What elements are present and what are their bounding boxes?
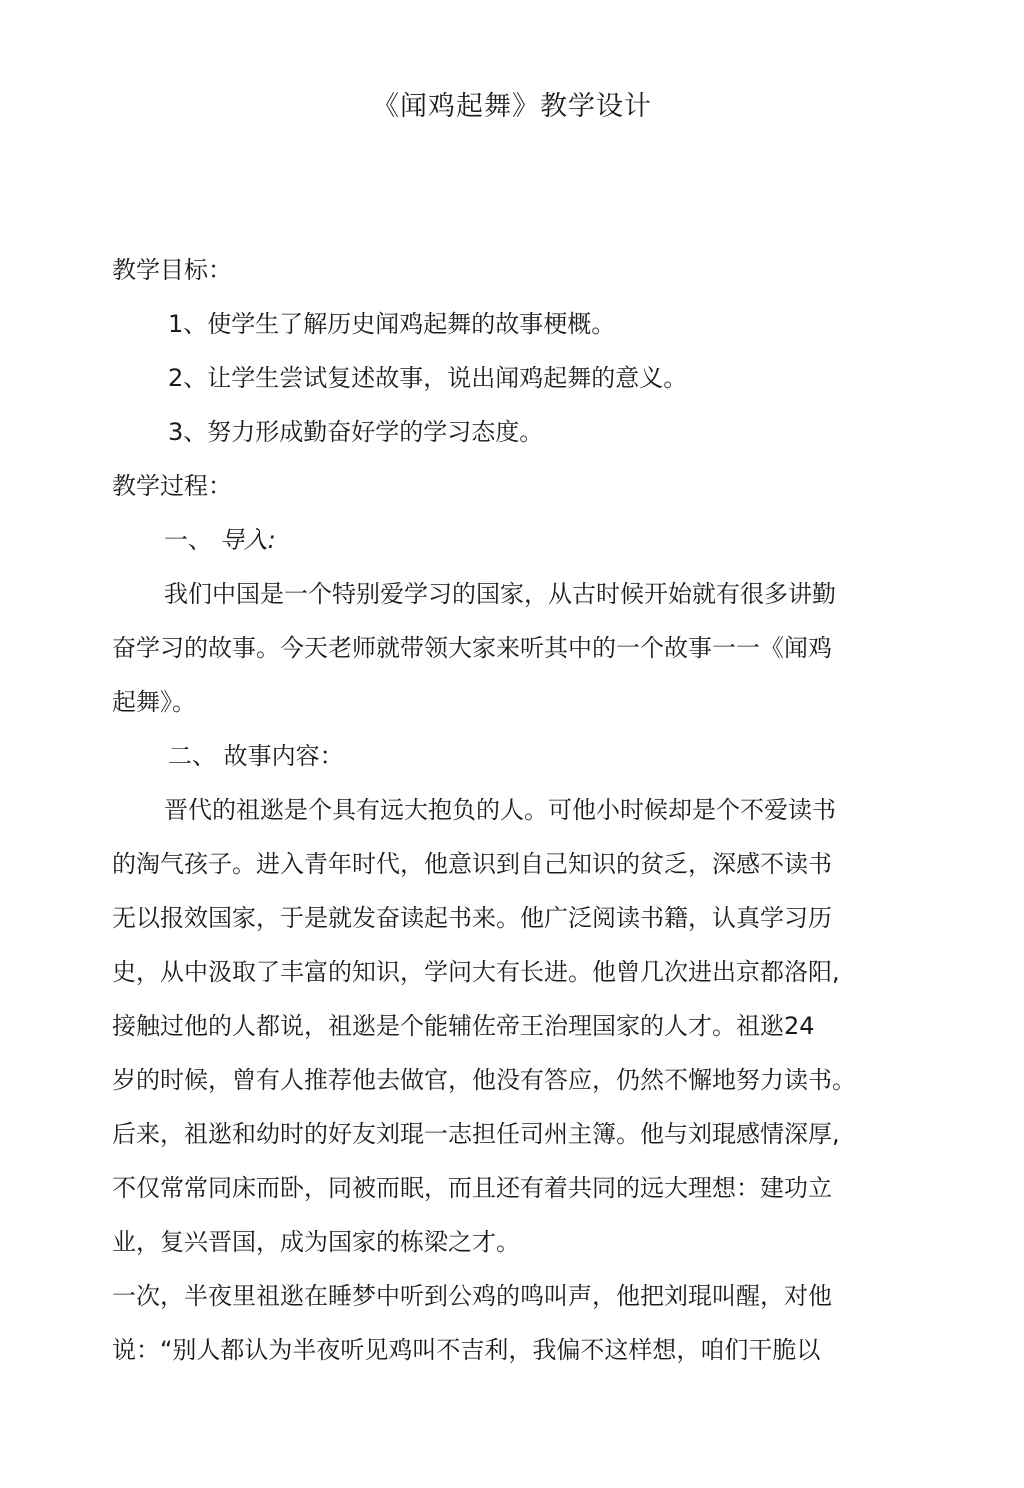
- story-line-1: 晋代的祖逖是个具有远大抱负的人。可他小时候却是个不爱读书: [164, 796, 836, 824]
- story-line-8: 不仅常常同床而卧，同被而眠，而且还有着共同的远大理想：建功立: [112, 1174, 832, 1202]
- story-line-2: 的淘气孩子。进入青年时代，他意识到自己知识的贫乏，深感不读书: [112, 850, 832, 878]
- story-line-5: 接触过他的人都说，祖逖是个能辅佐帝王治理国家的人才。祖逖24: [112, 1012, 815, 1040]
- document-title: 《闻鸡起舞》教学设计: [372, 91, 652, 122]
- story-line-11: 说：“别人都认为半夜听见鸡叫不吉利，我偏不这样想，咱们干脆以: [112, 1336, 821, 1364]
- story-line-6: 岁的时候，曾有人推荐他去做官，他没有答应，仍然不懈地努力读书。: [112, 1066, 856, 1094]
- story-line-7: 后来，祖逖和幼时的好友刘琨一志担任司州主簿。他与刘琨感情深厚,: [112, 1120, 840, 1148]
- goal-item-1: 1、使学生了解历史闻鸡起舞的故事梗概。: [168, 310, 616, 338]
- story-heading: 二、 故事内容：: [168, 742, 344, 770]
- intro-number: 一、: [164, 526, 212, 554]
- goal-item-3: 3、努力形成勤奋好学的学习态度。: [168, 418, 544, 446]
- process-heading: 教学过程：: [112, 472, 232, 500]
- intro-line-3: 起舞》。: [112, 688, 196, 716]
- story-line-9: 业，复兴晋国，成为国家的栋梁之才。: [112, 1228, 520, 1256]
- story-line-10: 一次，半夜里祖逖在睡梦中听到公鸡的鸣叫声，他把刘琨叫醒，对他: [112, 1282, 832, 1310]
- intro-heading: [164, 523, 276, 557]
- story-line-4: 史，从中汲取了丰富的知识，学问大有长进。他曾几次进出京都洛阳,: [112, 958, 840, 986]
- intro-line-2: 奋学习的故事。今天老师就带领大家来听其中的一个故事一一《闻鸡: [112, 634, 832, 662]
- goals-heading: 教学目标：: [112, 256, 232, 284]
- story-line-3: 无以报效国家，于是就发奋读起书来。他广泛阅读书籍，认真学习历: [112, 904, 832, 932]
- intro-line-1: 我们中国是一个特别爱学习的国家，从古时候开始就有很多讲勤: [164, 580, 836, 608]
- goal-item-2: 2、让学生尝试复述故事，说出闻鸡起舞的意义。: [168, 364, 688, 392]
- intro-label: 导入:: [219, 526, 276, 554]
